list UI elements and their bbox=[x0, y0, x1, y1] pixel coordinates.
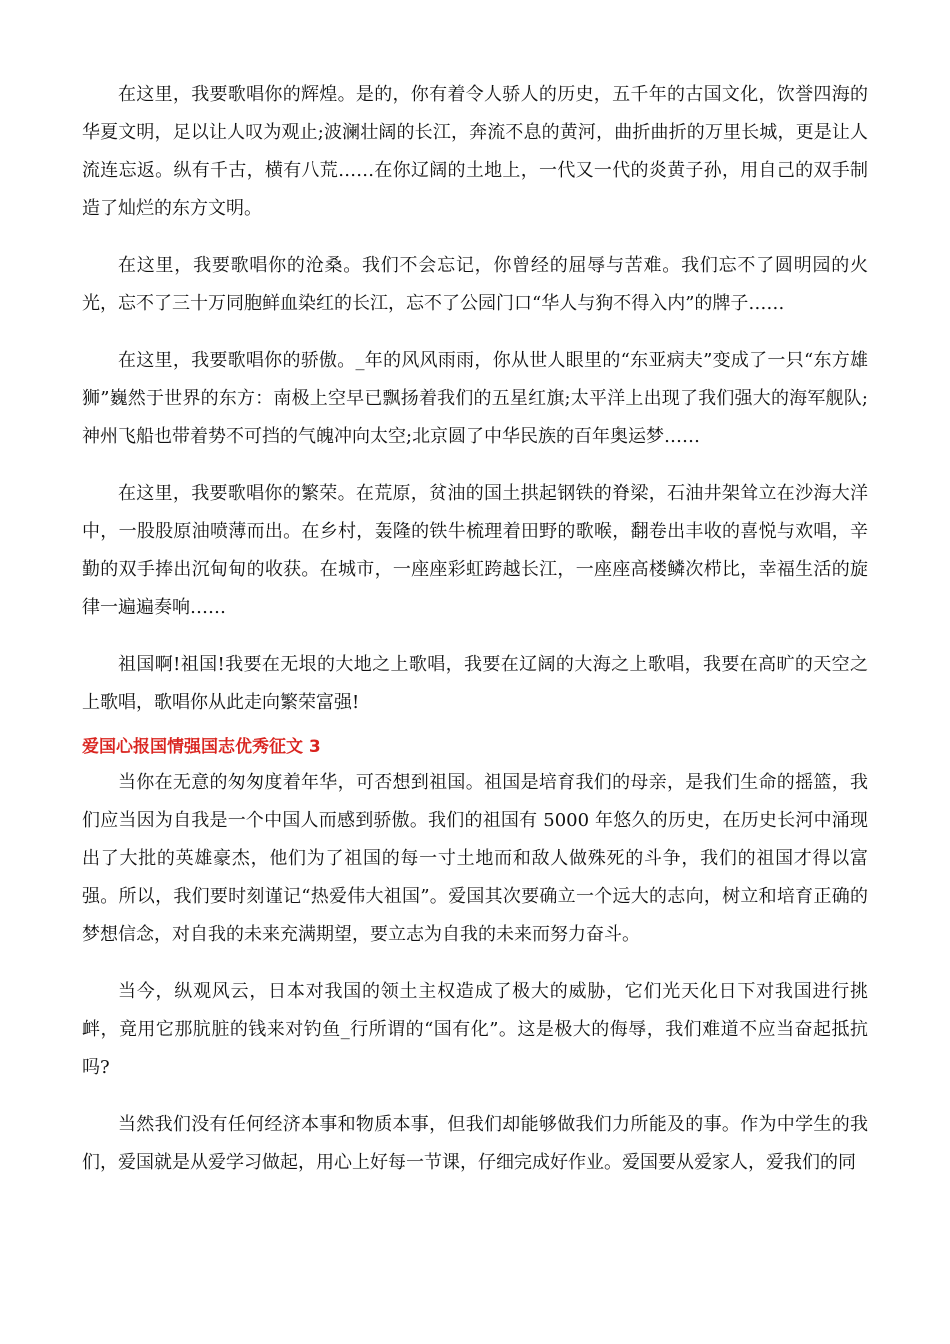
paragraph-essay3-students: 当然我们没有任何经济本事和物质本事，但我们却能够做我们力所能及的事。作为中学生的我们，爱国就是从爱学习做起，用心上好每一节课，仔细完成好作业。爱国要从爱家人，爱我们的同 bbox=[82, 1114, 868, 1173]
paragraph-prosperity: 在这里，我要歌唱你的繁荣。在荒原，贫油的国土拱起钢铁的脊梁，石油井架耸立在沙海大洋中，一股股原油喷薄而出。在乡村，轰隆的铁牛梳理着田野的歌喉，翻卷出丰收的喜悦与欢唱，辛勤的双手捧出沉甸甸的收获。在城市，一座座彩虹跨越长江，一座座高楼鳞次栉比，幸福生活的旋律一遍遍奏响…… bbox=[82, 483, 868, 618]
paragraph-glory: 在这里，我要歌唱你的辉煌。是的，你有着令人骄人的历史，五千年的古国文化，饮誉四海的华夏文明，足以让人叹为观止;波澜壮阔的长江，奔流不息的黄河，曲折曲折的万里长城，更是让人流连忘返。纵有千古，横有八荒……在你辽阔的土地上，一代又一代的炎黄子孙，用自己的双手制造了灿烂的东方文明。 bbox=[82, 84, 868, 219]
paragraph-vicissitudes: 在这里，我要歌唱你的沧桑。我们不会忘记，你曾经的屈辱与苦难。我们忘不了圆明园的火光，忘不了三十万同胞鲜血染红的长江，忘不了公园门口“华人与狗不得入内”的牌子…… bbox=[82, 255, 868, 314]
paragraph-pride: 在这里，我要歌唱你的骄傲。_年的风风雨雨，你从世人眼里的“东亚病夫”变成了一只“东方雄狮”巍然于世界的东方：南极上空早已飘扬着我们的五星红旗;太平洋上出现了我们强大的海军舰队;神州飞船也带着势不可挡的气魄冲向太空;北京圆了中华民族的百年奥运梦…… bbox=[82, 350, 868, 447]
paragraph-essay3-intro: 当你在无意的匆匆度着年华，可否想到祖国。祖国是培育我们的母亲，是我们生命的摇篮，我们应当因为自我是一个中国人而感到骄傲。我们的祖国有 5000 年悠久的历史，在历史长河中涌现出了大批的英雄豪杰，他们为了祖国的每一寸土地而和敌人做殊死的斗争，我们的祖国才得以富强。所以，我们要时刻谨记“热爱伟大祖国”。爱国其次要确立一个远大的志向，树立和培育正确的梦想信念，对自我的未来充满期望，要立志为自我的未来而努力奋斗。 bbox=[82, 772, 868, 945]
document-body bbox=[82, 76, 868, 1182]
section-title: 爱国心报国情强国志优秀征文 3 bbox=[82, 737, 321, 757]
paragraph-essay3-current-events: 当今，纵观风云，日本对我国的领土主权造成了极大的威胁，它们光天化日下对我国进行挑衅，竟用它那肮脏的钱来对钓鱼_行所谓的“国有化”。这是极大的侮辱，我们难道不应当奋起抵抗吗? bbox=[82, 981, 868, 1078]
paragraph-closing: 祖国啊!祖国!我要在无垠的大地之上歌唱，我要在辽阔的大海之上歌唱，我要在高旷的天空之上歌唱，歌唱你从此走向繁荣富强! bbox=[82, 654, 868, 713]
